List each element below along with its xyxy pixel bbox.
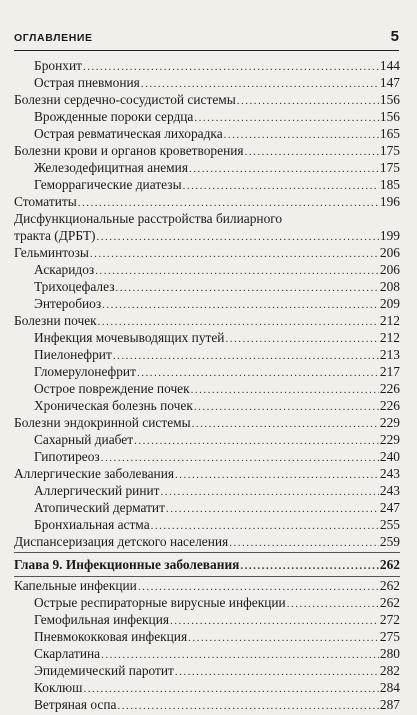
toc-entry <box>14 176 400 193</box>
toc-entry-title: Диспансеризация детского населения <box>14 534 229 549</box>
toc-entry-page: 212 <box>379 330 400 345</box>
toc-entry <box>14 380 400 397</box>
toc-entry-page: 229 <box>379 432 400 447</box>
dot-leader <box>183 178 379 195</box>
toc-entry-page: 275 <box>379 629 400 644</box>
toc-entry-page: 247 <box>379 500 400 515</box>
toc-entry-page: 217 <box>379 364 400 379</box>
dot-leader <box>192 416 379 433</box>
toc-entry <box>14 516 400 533</box>
toc-entry-title: Скарлатина <box>34 646 101 661</box>
dot-leader <box>116 280 379 297</box>
toc-entry <box>14 312 400 329</box>
toc-entry-page: 229 <box>379 415 400 430</box>
toc-entry-title: Геморрагические диатезы <box>34 177 182 192</box>
dot-leader <box>175 664 379 681</box>
toc-entry <box>14 74 400 91</box>
toc-entry-page: 262 <box>379 557 400 572</box>
toc-entry <box>14 679 400 696</box>
toc-entry-page: 175 <box>379 160 400 175</box>
dot-leader <box>166 501 379 518</box>
toc-entry <box>14 414 400 431</box>
toc-entry-page: 287 <box>379 697 400 712</box>
toc-entry <box>14 577 400 594</box>
toc-entry <box>14 363 400 380</box>
toc-entry-title: Болезни крови и органов кроветворения <box>14 143 244 158</box>
toc-entry-page: 284 <box>379 680 400 695</box>
toc-entry-page: 196 <box>379 194 400 209</box>
toc-entry-title: Гемофильная инфекция <box>34 612 170 627</box>
toc-entry-title: Аллергические заболевания <box>14 466 175 481</box>
toc-entry-page: 144 <box>379 58 400 73</box>
dot-leader <box>188 630 379 647</box>
toc-entry-title: тракта (ДРБТ) <box>14 228 96 243</box>
dot-leader <box>117 698 378 715</box>
dot-leader <box>194 399 379 416</box>
dot-leader <box>225 331 378 348</box>
toc-entry-page: 156 <box>379 109 400 124</box>
toc-entry-page: 212 <box>379 313 400 328</box>
toc-entry-title: Хроническая болезнь почек <box>34 398 193 413</box>
toc-entry <box>14 611 400 628</box>
toc-entry <box>14 448 400 465</box>
toc-entry-page: 255 <box>379 517 400 532</box>
dot-leader <box>191 382 379 399</box>
running-title: ОГЛАВЛЕНИЕ <box>14 32 93 44</box>
toc-entry-page: 272 <box>379 612 400 627</box>
toc-entry-page: 243 <box>379 483 400 498</box>
toc-entry-title: Дисфункциональные расстройства билиарного <box>14 211 283 226</box>
toc-entry-title: Железодефицитная анемия <box>34 160 188 175</box>
dot-leader <box>161 484 379 501</box>
dot-leader <box>95 263 379 280</box>
page-number: 5 <box>390 28 399 45</box>
toc-entry-title: Аскаридоз <box>34 262 95 277</box>
toc-entry-page: 165 <box>379 126 400 141</box>
toc-entry <box>14 125 400 142</box>
toc-entry <box>14 295 400 312</box>
toc-entry-title: Пневмококковая инфекция <box>34 629 188 644</box>
toc-entry <box>14 628 400 645</box>
toc-entry <box>14 244 400 261</box>
toc-entry <box>14 261 400 278</box>
toc-entry <box>14 329 400 346</box>
toc-entry-page: 147 <box>379 75 400 90</box>
dot-leader <box>134 433 379 450</box>
toc-entry <box>14 662 400 679</box>
toc-entry-title: Пиелонефрит <box>34 347 112 362</box>
toc-entry-title: Острое повреждение почек <box>34 381 190 396</box>
table-of-contents <box>14 57 400 713</box>
toc-entry-page: 262 <box>379 595 400 610</box>
toc-entry <box>14 227 400 244</box>
toc-entry-title: Бронхит <box>34 58 82 73</box>
toc-entry-title: Острые респираторные вирусные инфекции <box>34 595 286 610</box>
dot-leader <box>96 229 378 246</box>
toc-entry-title: Атопический дерматит <box>34 500 165 515</box>
header-rule <box>14 50 399 51</box>
toc-entry-title: Эпидемический паротит <box>34 663 174 678</box>
toc-entry-title: Аллергический ринит <box>34 483 160 498</box>
toc-entry <box>14 91 400 108</box>
toc-entry-title: Ветряная оспа <box>34 697 117 712</box>
toc-entry-title: Гельминтозы <box>14 245 89 260</box>
toc-entry-page: 226 <box>379 381 400 396</box>
toc-entry-page: 206 <box>379 245 400 260</box>
toc-entry <box>14 465 400 482</box>
toc-entry-title: Энтеробиоз <box>34 296 102 311</box>
toc-entry-page: 156 <box>379 92 400 107</box>
dot-leader <box>170 613 379 630</box>
toc-entry-page: 175 <box>379 143 400 158</box>
dot-leader <box>224 127 379 144</box>
toc-entry-title: Врожденные пороки сердца <box>34 109 194 124</box>
toc-entry <box>14 278 400 295</box>
toc-entry-title: Болезни сердечно-сосудистой системы <box>14 92 236 107</box>
toc-entry-page: 262 <box>379 578 400 593</box>
page-header <box>14 28 399 48</box>
toc-entry-title: Трихоцефалез <box>34 279 115 294</box>
dot-leader <box>229 535 379 552</box>
toc-entry-page: 226 <box>379 398 400 413</box>
toc-entry-title: Сахарный диабет <box>34 432 134 447</box>
dot-leader <box>83 681 378 698</box>
toc-entry-page: 243 <box>379 466 400 481</box>
toc-entry <box>14 645 400 662</box>
toc-chapter-heading <box>14 556 400 573</box>
toc-entry <box>14 696 400 713</box>
toc-entry-page: 213 <box>379 347 400 362</box>
toc-entry-title: Гипотиреоз <box>34 449 100 464</box>
dot-leader <box>175 467 379 484</box>
toc-entry-title: Глава 9. Инфекционные заболевания <box>14 557 240 572</box>
toc-entry-title: Бронхиальная астма <box>34 517 150 532</box>
toc-entry-title: Болезни эндокринной системы <box>14 415 191 430</box>
toc-entry <box>14 57 400 74</box>
toc-entry <box>14 108 400 125</box>
toc-entry <box>14 159 400 176</box>
toc-entry-page: 259 <box>379 534 400 549</box>
toc-entry-page: 199 <box>379 228 400 243</box>
toc-entry-page: 280 <box>379 646 400 661</box>
toc-entry-title: Стоматиты <box>14 194 77 209</box>
toc-entry <box>14 482 400 499</box>
toc-entry-title: Острая пневмония <box>34 75 140 90</box>
chapter-divider <box>14 552 400 553</box>
dot-leader <box>102 297 379 314</box>
toc-entry-page: 209 <box>379 296 400 311</box>
dot-leader <box>189 161 379 178</box>
toc-entry <box>14 142 400 159</box>
dot-leader <box>237 93 379 110</box>
dot-leader <box>113 348 379 365</box>
dot-leader <box>240 558 378 575</box>
toc-entry <box>14 397 400 414</box>
toc-entry-page: 185 <box>379 177 400 192</box>
toc-entry-title: Коклюш <box>34 680 83 695</box>
toc-entry <box>14 431 400 448</box>
toc-entry-page: 240 <box>379 449 400 464</box>
dot-leader <box>90 246 379 263</box>
toc-entry-page: 208 <box>379 279 400 294</box>
toc-entry <box>14 499 400 516</box>
toc-entry <box>14 346 400 363</box>
toc-entry-title: Инфекция мочевыводящих путей <box>34 330 225 345</box>
toc-entry-page: 282 <box>379 663 400 678</box>
toc-entry-page: 206 <box>379 262 400 277</box>
toc-entry <box>14 533 400 550</box>
toc-entry-title: Гломерулонефрит <box>34 364 136 379</box>
dot-leader <box>287 596 379 613</box>
toc-entry-title: Болезни почек <box>14 313 97 328</box>
dot-leader <box>245 144 379 161</box>
toc-entry-title: Острая ревматическая лихорадка <box>34 126 223 141</box>
toc-entry <box>14 210 400 227</box>
toc-entry <box>14 594 400 611</box>
toc-entry-title: Капельные инфекции <box>14 578 137 593</box>
toc-entry <box>14 193 400 210</box>
